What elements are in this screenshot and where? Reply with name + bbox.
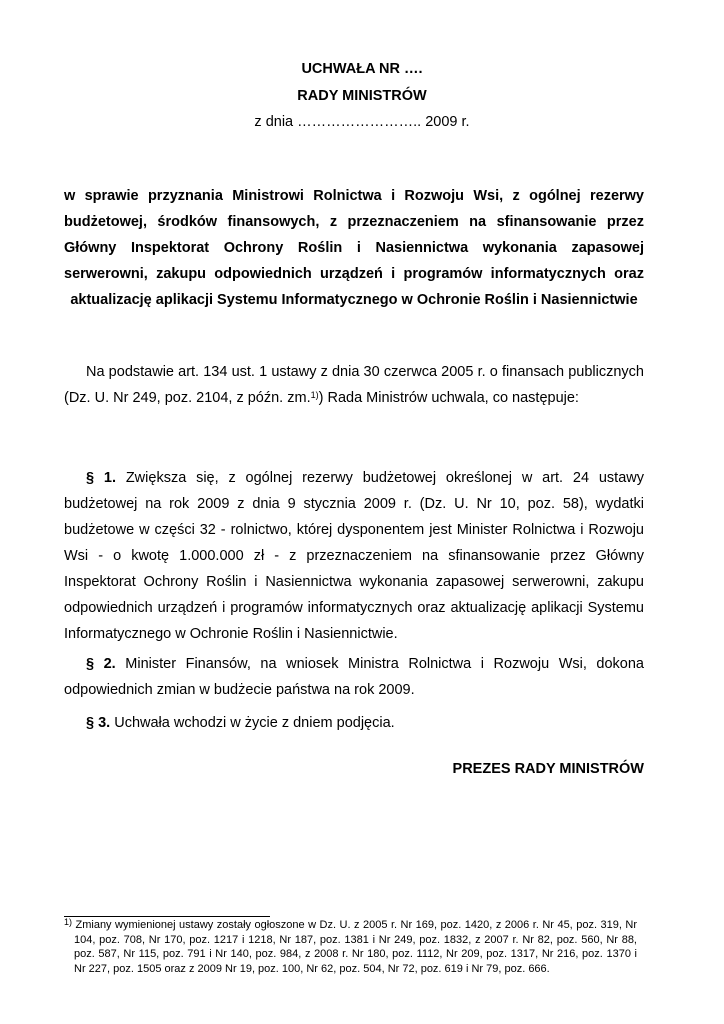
date-line: z dnia …………………….. 2009 r.	[254, 114, 470, 130]
section-3	[64, 710, 644, 736]
section-3-label: § 3.	[86, 715, 111, 731]
title-line: Główny Inspektorat Ochrony Roślin i Nasiennictwa wykonania zapasowej	[64, 240, 644, 256]
council-name: RADY MINISTRÓW	[297, 88, 427, 104]
section-2-label: § 2.	[86, 656, 116, 672]
section-2	[64, 651, 644, 703]
title-line: budżetowej, środków finansowych, z przeznaczeniem na sfinansowanie przez	[64, 214, 644, 230]
footnote-ref: 1)	[310, 390, 319, 400]
title-line: aktualizację aplikacji Systemu Informatycznego w Ochronie Roślin i Nasiennictwie	[70, 292, 638, 308]
footnote-text: Zmiany wymienionej ustawy zostały ogłoszone w Dz. U. z 2005 r. Nr 169, poz. 1420, z 2006 r. Nr 45, poz. 319, Nr 104, poz. 708, Nr 170, poz. 1217 i 1218, Nr 187, poz. 1381 i Nr 249, poz. 1832, z 2007 r. Nr 82, poz. 560, Nr 88, poz. 587, Nr 115, poz. 791 i Nr 140, poz. 984, z 2008 r. Nr 180, poz. 1112, Nr 209, poz. 1317, Nr 216, poz. 1370 i Nr 227, poz. 1505 oraz z 2009 Nr 19, poz. 100, Nr 62, poz. 504, Nr 72, poz. 619 i Nr 79, poz. 666.	[72, 919, 637, 975]
title-line: serwerowni, zakupu odpowiednich urządzeń i programów informatycznych oraz	[64, 266, 644, 282]
section-1-text: Zwiększa się, z ogólnej rezerwy budżetowej określonej w art. 24 ustawy budżetowej na rok 2009 z dnia 9 stycznia 2009 r. (Dz. U. Nr 10, poz. 58), wydatki budżetowe w części 32 - rolnictwo, której dysponentem jest Minister Rolnictwa i Rozwoju Wsi - o kwotę 1.000.000 zł - z przeznaczeniem na sfinansowanie przez Główny Inspektorat Ochrony Roślin i Nasiennictwa wykonania zapasowej serwerowni, zakupu odpowiednich urządzeń i programów informatycznych oraz aktualizację aplikacji Systemu Informatycznego w Ochronie Roślin i Nasiennictwie.	[64, 470, 644, 642]
legal-basis-text: Na podstawie art. 134 ust. 1 ustawy z dnia 30 czerwca 2005 r. o finansach publicznych (Dz. U. Nr 249, poz. 2104, z późn. zm.	[64, 364, 644, 406]
signature: PREZES RADY MINISTRÓW	[452, 761, 644, 777]
footnote	[64, 918, 637, 976]
section-2-text: Minister Finansów, na wniosek Ministra Rolnictwa i Rozwoju Wsi, dokona odpowiednich zmian w budżecie państwa na rok 2009.	[64, 656, 645, 698]
footnote-marker: 1)	[64, 917, 73, 927]
section-1	[64, 465, 644, 647]
title-line: w sprawie przyznania Ministrowi Rolnictwa i Rozwoju Wsi, z ogólnej rezerwy	[64, 188, 644, 204]
footnote-divider	[64, 916, 270, 917]
section-1-label: § 1.	[86, 470, 116, 486]
section-3-text: Uchwała wchodzi w życie z dniem podjęcia.	[110, 715, 395, 731]
resolution-number: UCHWAŁA NR ….	[301, 61, 423, 77]
legal-basis	[64, 359, 644, 411]
legal-basis-text-end: ) Rada Ministrów uchwala, co następuje:	[318, 390, 579, 406]
resolution-title	[64, 183, 644, 313]
